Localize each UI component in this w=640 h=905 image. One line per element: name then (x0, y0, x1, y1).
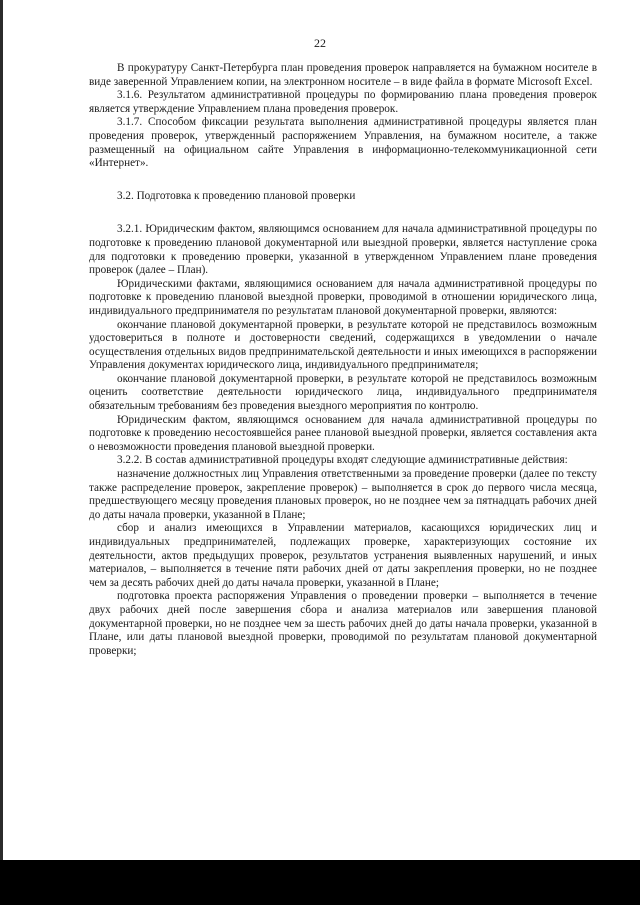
paragraph: 3.1.7. Способом фиксации результата выполнения административной процедуры является план проведения проверок, утвержденный распоряжением Управления, на бумажном носителе, а также размещенный на официальном сайте Управления в информационно-телекоммуникационной сети «Интернет». (89, 116, 597, 170)
paragraph: В прокуратуру Санкт-Петербурга план проведения проверок направляется на бумажном носителе в виде заверенной Управлением копии, на электронном носителе – в виде файла в формате Microsoft Excel. (89, 62, 597, 88)
paragraph: назначение должностных лиц Управления ответственными за проведение проверки (далее по тексту также распределение проверок, закрепление проверок) – выполняется в срок до первого числа месяца, предшествующего месяцу проведения плановых проверок, но не позднее чем за пятнадцать рабочих дней до даты начала проверки, указанной в Плане; (89, 468, 597, 521)
paragraph: подготовка проекта распоряжения Управления о проведении проверки – выполняется в течение двух рабочих дней после завершения сбора и анализа материалов или завершения плановой документарной проверки, но не позднее чем за шесть рабочих дней до даты начала проверки, указанной в Плане, или даты плановой выездной проверки, проводимой по результатам плановой документарной проверки; (89, 590, 597, 657)
page-number: 22 (314, 36, 326, 50)
paragraph: сбор и анализ имеющихся в Управлении материалов, касающихся юридических лиц и индивидуальных предпринимателей, подлежащих проверке, характеризующих состояние их деятельности, актов предыдущих проверок, результатов устранения выявленных нарушений, и иных материалов, – выполняется в течение пяти рабочих дней от даты закрепления проверки, но не позднее чем за десять рабочих дней до даты начала проверки, указанной в Плане; (89, 522, 597, 589)
paragraph: окончание плановой документарной проверки, в результате которой не представилось возможным удостовериться в полноте и достоверности сведений, содержащихся в уведомлении о начале осуществления отдельных видов предпринимательской деятельности и иных имеющихся в распоряжении Управления документах юридического лица, индивидуального предпринимателя; (89, 318, 597, 372)
paragraph: Юридическими фактами, являющимися основанием для начала административной процедуры по подготовке к проведению плановой выездной проверки, проводимой в отношении юридического лица, индивидуального предпринимателя по результатам плановой документарной проверки, являются: (89, 277, 597, 317)
paragraph: Юридическим фактом, являющимся основанием для начала административной процедуры по подготовке к проведению несостоявшейся ранее плановой выездной проверки, является составления акта о невозможности проведения плановой выездной проверки. (89, 413, 597, 453)
paragraph: 3.2.1. Юридическим фактом, являющимся основанием для начала административной процедуры по подготовке к проведению плановой документарной или выездной проверки, является наступление срока для подготовки к проведению проверки, указанной в утвержденном Управлением плане проведения проверок (далее – План). (89, 223, 597, 277)
paragraph: 3.2.2. В состав административной процедуры входят следующие административные действия: (117, 454, 568, 467)
paragraph: 3.1.6. Результатом административной процедуры по формированию плана проведения проверок является утверждение Управлением плана проведения проверок. (89, 89, 597, 115)
paragraph: окончание плановой документарной проверки, в результате которой не представилось возможным оценить соответствие деятельности юридического лица, индивидуального предпринимателя обязательным требованиям без проведения выездного мероприятия по контролю. (89, 372, 597, 413)
scan-left-edge (0, 0, 3, 860)
document-body (89, 62, 597, 658)
section-heading: 3.2. Подготовка к проведению плановой проверки (117, 189, 356, 202)
scan-bottom-band (0, 860, 640, 905)
